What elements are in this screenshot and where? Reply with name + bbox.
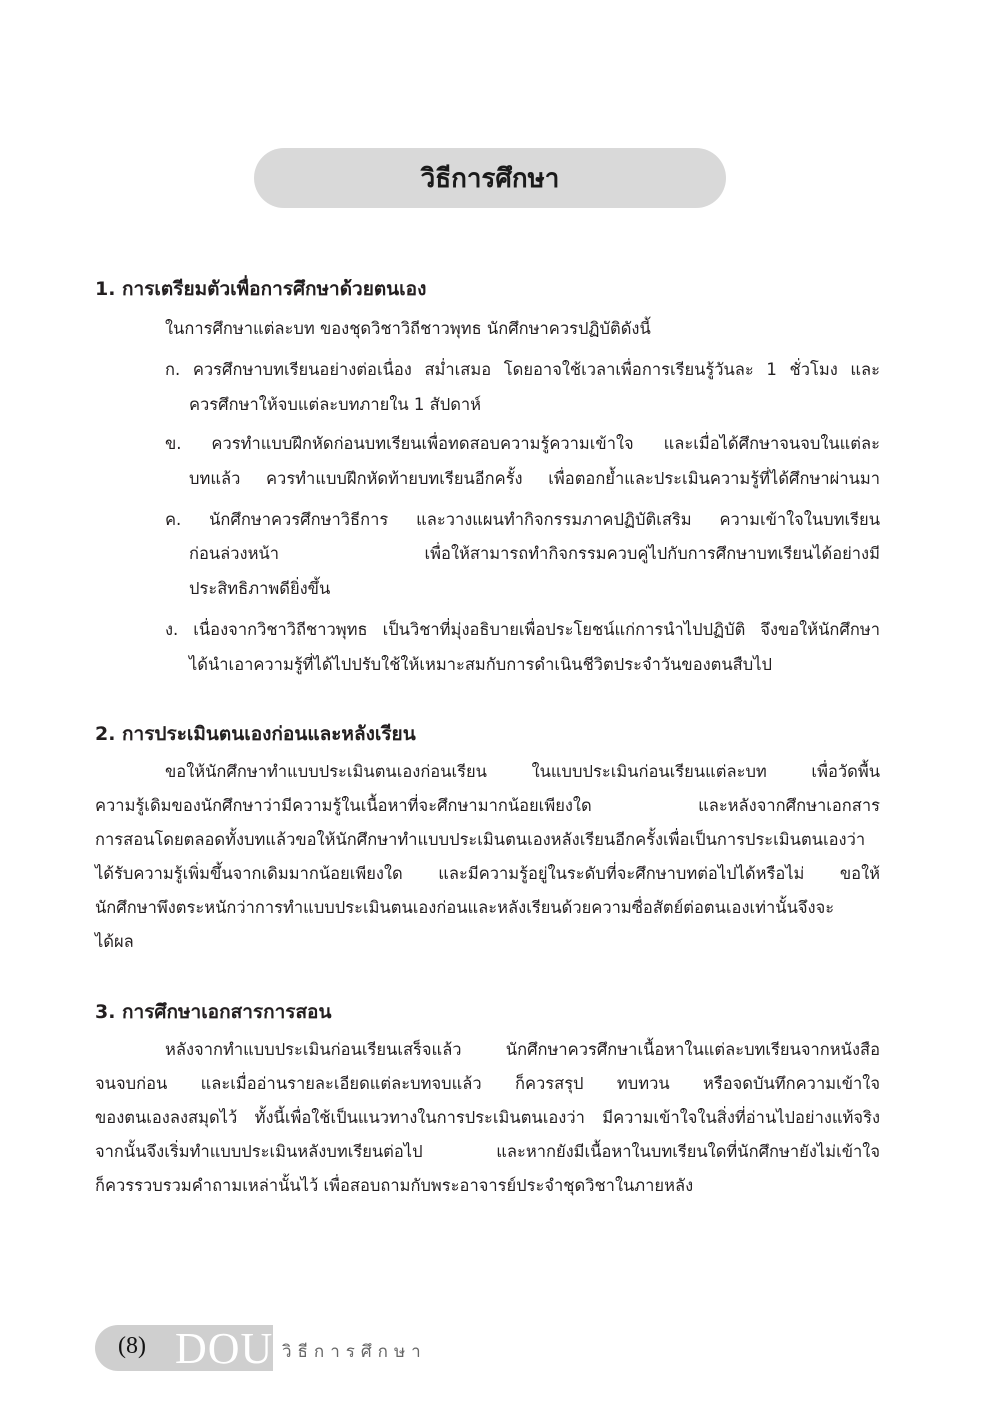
section-1-item-b-line-1: ข. ควรทำแบบฝึกหัดก่อนบทเรียนเพื่อทดสอบความรู้ความเข้าใจ และเมื่อได้ศึกษาจนจบในแต่ละ [165, 434, 880, 453]
title-banner [254, 148, 726, 208]
section-1-intro: ในการศึกษาแต่ละบท ของชุดวิชาวิถีชาวพุทธ นักศึกษาควรปฏิบัติดังนี้ [165, 319, 651, 338]
section-1-item-a-line-1: ก. ควรศึกษาบทเรียนอย่างต่อเนื่อง สม่ำเสมอ โดยอาจใช้เวลาเพื่อการเรียนรู้วันละ 1 ชั่วโมง และ [165, 360, 880, 379]
section-3-line-5: ก็ควรรวบรวมคำถามเหล่านั้นไว้ เพื่อสอบถามกับพระอาจารย์ประจำชุดวิชาในภายหลัง [95, 1176, 694, 1195]
section-2-line-4: ได้รับความรู้เพิ่มขึ้นจากเดิมมากน้อยเพียงใด และมีความรู้อยู่ในระดับที่จะศึกษาบทต่อไปได้หรือไม่ ขอให้ [95, 864, 880, 883]
section-2-line-1: ขอให้นักศึกษาทำแบบประเมินตนเองก่อนเรียน ในแบบประเมินก่อนเรียนแต่ละบท เพื่อวัดพื้น [165, 762, 880, 781]
section-1-item-d-line-2: ได้นำเอาความรู้ที่ได้ไปปรับใช้ให้เหมาะสมกับการดำเนินชีวิตประจำวันของตนสืบไป [189, 655, 772, 674]
page-title: วิธีการศึกษา [420, 163, 560, 194]
dou-logo-text: DOU [175, 1324, 274, 1373]
section-1-item-b-line-2: บทแล้ว ควรทำแบบฝึกหัดท้ายบทเรียนอีกครั้ง เพื่อตอกย้ำและประเมินความรู้ที่ได้ศึกษาผ่านมา [189, 469, 880, 488]
section-3-heading: 3. การศึกษาเอกสารการสอน [95, 1001, 332, 1023]
section-3-line-1: หลังจากทำแบบประเมินก่อนเรียนเสร็จแล้ว นักศึกษาควรศึกษาเนื้อหาในแต่ละบทเรียนจากหนังสือ [165, 1040, 880, 1059]
section-1-item-c-line-2: ก่อนล่วงหน้า เพื่อให้สามารถทำกิจกรรมควบคู่ไปกับการศึกษาบทเรียนได้อย่างมี [189, 544, 880, 563]
section-2-line-5: นักศึกษาพึงตระหนักว่าการทำแบบประเมินตนเองก่อนและหลังเรียนด้วยความซื่อสัตย์ต่อตนเองเท่านั้นจึงจะ [95, 898, 835, 917]
section-3-line-2: จนจบก่อน และเมื่ออ่านรายละเอียดแต่ละบทจบแล้ว ก็ควรสรุป ทบทวน หรือจดบันทึกความเข้าใจ [95, 1074, 880, 1093]
section-1-heading: 1. การเตรียมตัวเพื่อการศึกษาด้วยตนเอง [95, 278, 427, 300]
section-1-item-c-line-1: ค. นักศึกษาควรศึกษาวิธีการ และวางแผนทำกิจกรรมภาคปฏิบัติเสริม ความเข้าใจในบทเรียน [165, 510, 880, 529]
section-2-heading: 2. การประเมินตนเองก่อนและหลังเรียน [95, 723, 416, 745]
section-2-line-3: การสอนโดยตลอดทั้งบทแล้วขอให้นักศึกษาทำแบบประเมินตนเองหลังเรียนอีกครั้งเพื่อเป็นการประเมินตนเองว่า [95, 830, 866, 849]
section-1-item-d-line-1: ง. เนื่องจากวิชาวิถีชาวพุทธ เป็นวิชาที่มุ่งอธิบายเพื่อประโยชน์แก่การนำไปปฏิบัติ จึงขอให้นักศึกษา [165, 620, 880, 639]
section-3-line-4: จากนั้นจึงเริ่มทำแบบประเมินหลังบทเรียนต่อไป และหากยังมีเนื้อหาในบทเรียนใดที่นักศึกษายังไม่เข้าใจ [95, 1142, 880, 1161]
page-number: (8) [118, 1333, 146, 1359]
section-3-line-3: ของตนเองลงสมุดไว้ ทั้งนี้เพื่อใช้เป็นแนวทางในการประเมินตนเองว่า มีความเข้าใจในสิ่งที่อ่านไปอย่างแท้จริง [95, 1108, 880, 1127]
section-1-item-a-line-2: ควรศึกษาให้จบแต่ละบทภายใน 1 สัปดาห์ [189, 395, 482, 414]
section-2-line-2: ความรู้เดิมของนักศึกษาว่ามีความรู้ในเนื้อหาที่จะศึกษามากน้อยเพียงใด และหลังจากศึกษาเอกสาร [95, 796, 880, 815]
section-2-line-6: ได้ผล [95, 932, 134, 951]
section-1-item-c-line-3: ประสิทธิภาพดียิ่งขึ้น [189, 579, 331, 598]
footer-label: วิธีการศึกษา [282, 1342, 427, 1362]
